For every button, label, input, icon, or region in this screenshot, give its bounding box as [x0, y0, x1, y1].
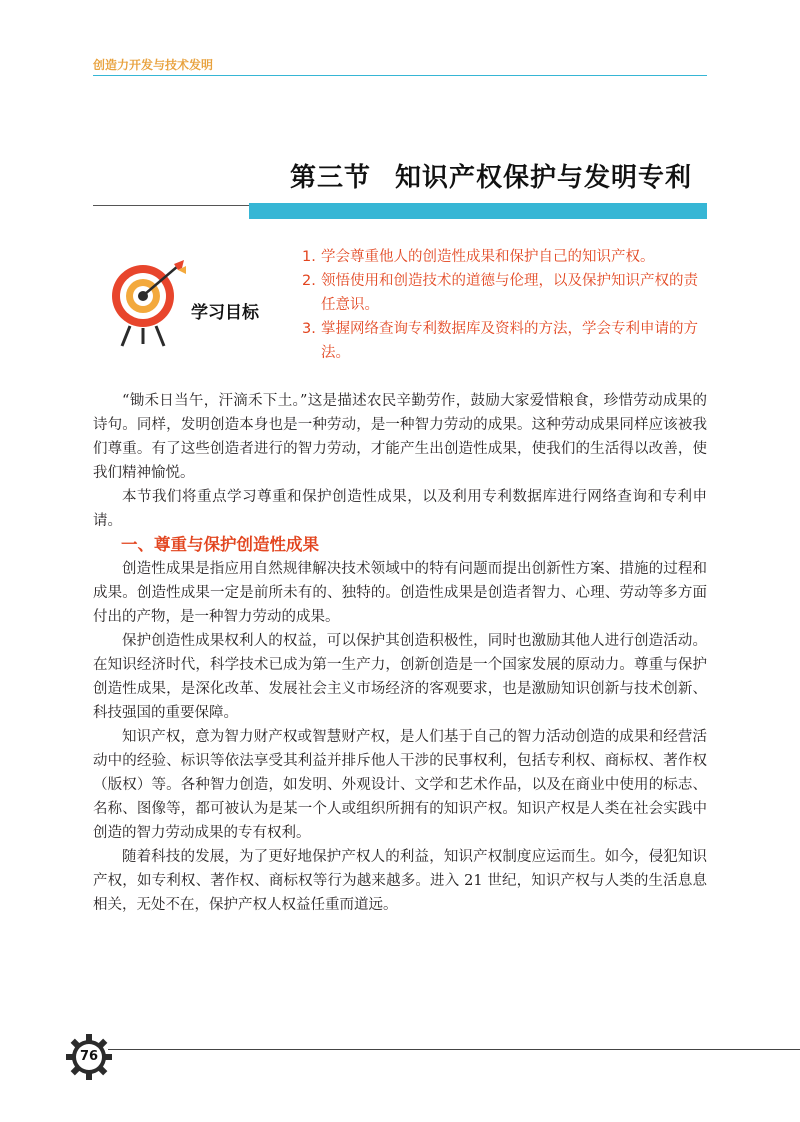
goal-item: 3. 掌握网络查询专利数据库及资料的方法，学会专利申请的方法。	[302, 321, 698, 361]
running-header: 创造力开发与技术发明	[93, 58, 214, 72]
goals-label: 学习目标	[191, 303, 259, 323]
footer-divider	[108, 1049, 800, 1050]
page-number: 76	[79, 1049, 99, 1064]
intro-paragraph: 本节我们将重点学习尊重和保护创造性成果，以及利用专利数据库进行网络查询和专利申请。	[93, 489, 707, 529]
section-number: 第三节	[289, 163, 371, 193]
body-text	[93, 389, 707, 917]
title-underline	[93, 205, 249, 206]
goal-item: 2. 领悟使用和创造技术的道德与伦理，以及保护知识产权的责任意识。	[302, 273, 698, 313]
target-arrow-icon	[112, 258, 192, 348]
goal-item: 1. 学会尊重他人的创造性成果和保护自己的知识产权。	[302, 249, 655, 265]
body-paragraph: 知识产权，意为智力财产权或智慧财产权，是人们基于自己的智力活动创造的成果和经营活动中的经验、标识等依法享受其利益并排斥他人干涉的民事权利，包括专利权、商标权、著作权（版权）等。各种智力创造，如发明、外观设计、文学和艺术作品，以及在商业中使用的标志、名称、图像等，都可被认为是某一个人或组织所拥有的知识产权。知识产权是人类在社会实践中创造的智力劳动成果的专有权利。	[93, 729, 707, 841]
section-title-text: 知识产权保护与发明专利	[394, 163, 692, 193]
header-divider	[93, 75, 707, 76]
subsection-heading: 一、尊重与保护创造性成果	[121, 535, 319, 554]
learning-goals	[302, 245, 702, 365]
body-paragraph: 保护创造性成果权利人的权益，可以保护其创造积极性，同时也激励其他人进行创造活动。在知识经济时代，科学技术已成为第一生产力，创新创造是一个国家发展的原动力。尊重与保护创造性成果，是深化改革、发展社会主义市场经济的客观要求，也是激励知识创新与技术创新、科技强国的重要保障。	[93, 633, 707, 721]
intro-paragraph: “锄禾日当午，汗滴禾下土。”这是描述农民辛勤劳作，鼓励大家爱惜粮食，珍惜劳动成果的诗句。同样，发明创造本身也是一种劳动，是一种智力劳动的成果。这种劳动成果同样应该被我们尊重。有了这些创造者进行的智力劳动，才能产生出创造性成果，使我们的生活得以改善，使我们精神愉悦。	[93, 393, 707, 481]
body-paragraph: 创造性成果是指应用自然规律解决技术领域中的特有问题而提出创新性方案、措施的过程和成果。创造性成果一定是前所未有的、独特的。创造性成果是创造者智力、心理、劳动等多方面付出的产物，是一种智力劳动的成果。	[93, 561, 707, 625]
section-title	[290, 157, 692, 194]
body-paragraph: 随着科技的发展，为了更好地保护产权人的利益，知识产权制度应运而生。如今，侵犯知识产权，如专利权、著作权、商标权等行为越来越多。进入 21 世纪，知识产权与人类的生活息息相关，无处不在，保护产权人权益任重而道远。	[93, 849, 707, 913]
title-accent-bar	[249, 203, 707, 219]
